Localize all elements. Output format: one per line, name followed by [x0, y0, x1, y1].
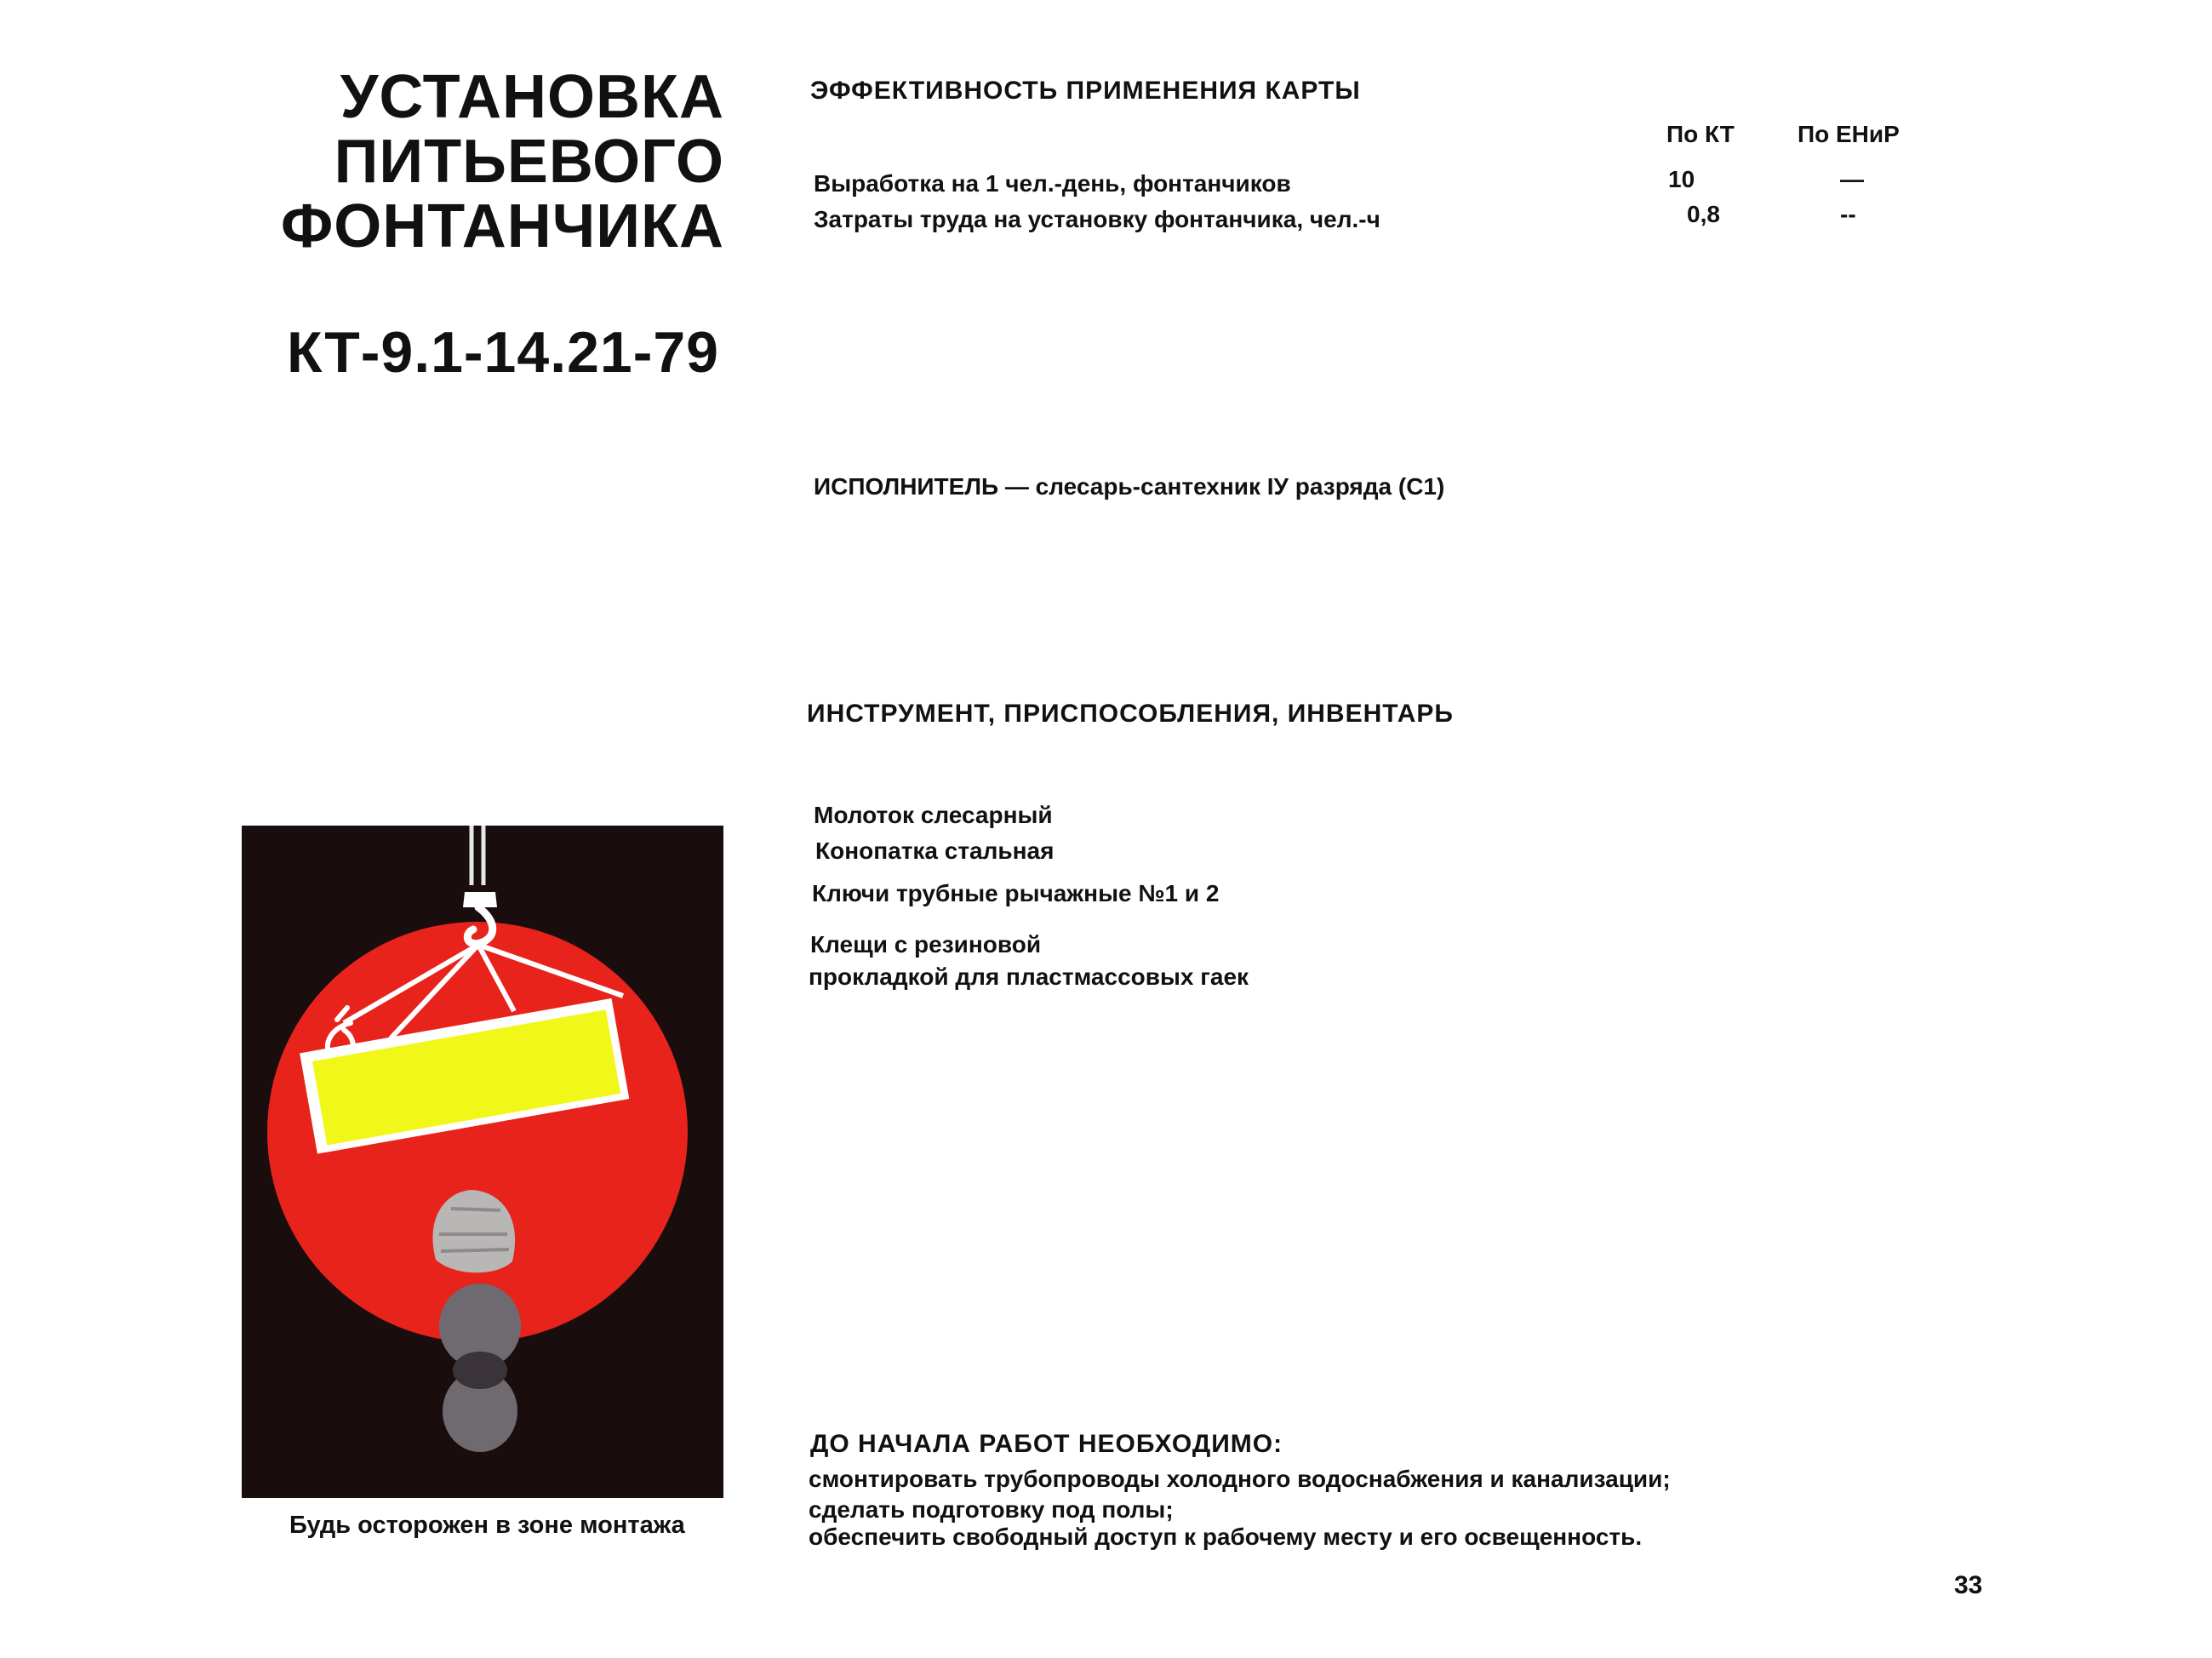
tools-heading: ИНСТРУМЕНТ, ПРИСПОСОБЛЕНИЯ, ИНВЕНТАРЬ — [807, 700, 1454, 728]
preparation-item: обеспечить свободный доступ к рабочему месту и его освещенность. — [809, 1524, 1643, 1550]
page-title-line-3: ФОНТАНЧИКА — [280, 192, 724, 260]
safety-poster-image — [242, 826, 723, 1498]
tool-item: Ключи трубные рычажные №1 и 2 — [812, 880, 1220, 906]
tool-item: Клещи с резиновой — [810, 931, 1042, 958]
poster-caption: Будь осторожен в зоне монтажа — [289, 1512, 685, 1539]
tool-item: Молоток слесарный — [814, 802, 1053, 828]
efficiency-row-enir-value: — — [1840, 166, 1864, 192]
tool-item: Конопатка стальная — [815, 838, 1055, 864]
card-code: КТ-9.1-14.21-79 — [287, 320, 719, 385]
efficiency-row-label: Выработка на 1 чел.-день, фонтанчиков — [814, 170, 1291, 197]
page-number: 33 — [1954, 1571, 1983, 1599]
preparation-heading: ДО НАЧАЛА РАБОТ НЕОБХОДИМО: — [810, 1430, 1283, 1458]
efficiency-row-kt-value: 0,8 — [1687, 201, 1720, 227]
tool-item-continuation: прокладкой для пластмассовых гаек — [809, 963, 1249, 990]
performer-line: ИСПОЛНИТЕЛЬ — слесарь-сантехник IУ разряда (С1) — [814, 473, 1445, 500]
page-title-line-1: УСТАНОВКА — [340, 63, 724, 131]
page-title-line-2: ПИТЬЕВОГО — [334, 128, 724, 196]
preparation-item: сделать подготовку под полы; — [809, 1496, 1174, 1523]
column-header-kt: По КТ — [1666, 121, 1735, 147]
column-header-enir: По ЕНиР — [1798, 121, 1900, 147]
preparation-item: смонтировать трубопроводы холодного водоснабжения и канализации; — [809, 1466, 1671, 1492]
efficiency-row-enir-value: -- — [1840, 201, 1856, 227]
efficiency-row-kt-value: 10 — [1668, 166, 1695, 192]
efficiency-row-label: Затраты труда на установку фонтанчика, чел.-ч — [814, 206, 1380, 232]
efficiency-heading: ЭФФЕКТИВНОСТЬ ПРИМЕНЕНИЯ КАРТЫ — [810, 77, 1361, 105]
